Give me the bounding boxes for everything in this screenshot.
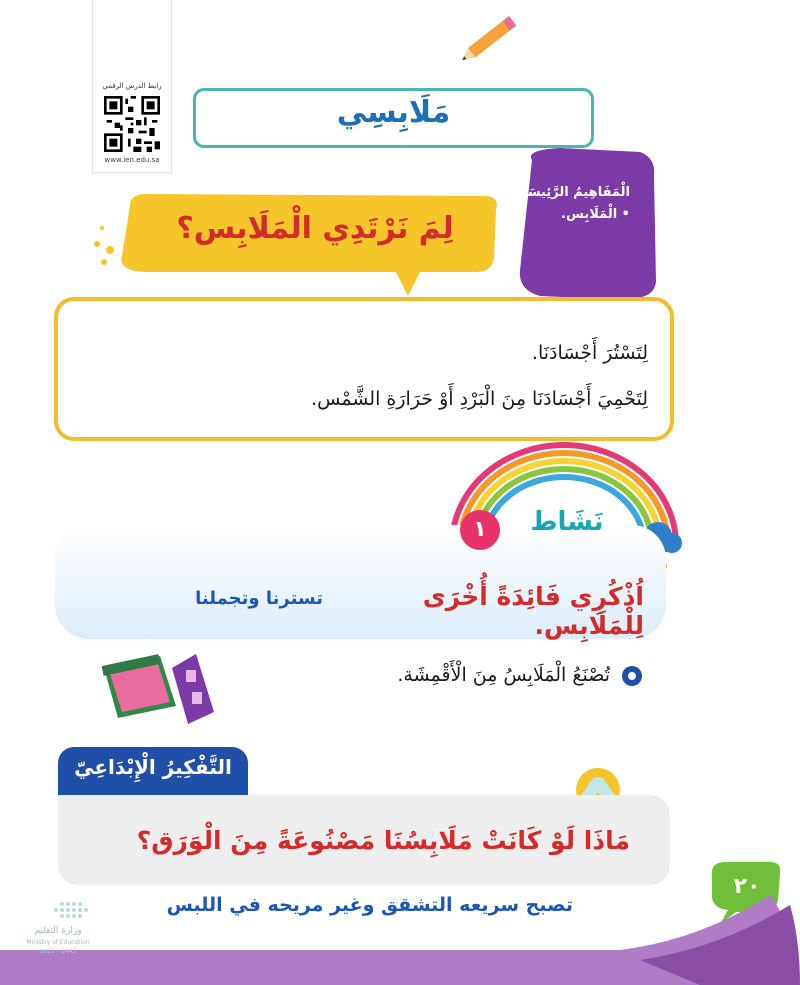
concepts-blob [520,148,656,318]
creative-thinking-label: التَّفْكِيرُ الْإِبْدَاعِيّ [74,755,232,779]
creative-thinking-answer: تصبح سريعه التشقق وغير مريحه في اللبس [166,894,573,916]
main-question: لِمَ نَرْتَدِي الْمَلَابِس؟ [176,211,454,246]
title-box [193,88,594,148]
activity-question: اُذْكُرِي فَائِدَةً أُخْرَى لِلْمَلَابِس. [422,582,644,640]
activity-answer: تسترنا وتجملنا [195,588,323,609]
activity-title: نَشَاط [530,507,604,537]
qr-label: رابط الدرس الرقمي [102,82,162,90]
creative-thinking-question: مَاذَا لَوْ كَانَتْ مَلَابِسُنَا مَصْنُوعَةً مِنَ الْوَرَق؟ [136,826,630,855]
creative-thinking-tab [58,747,248,795]
flower-bullet-icon [622,666,642,686]
fabric-rolls-image [102,654,214,724]
reasons-box [54,297,674,441]
moe-english-name: Ministry of Education [26,939,90,946]
pencil-icon [459,16,517,65]
qr-url[interactable]: www.ien.edu.sa [104,156,160,164]
qr-card[interactable] [92,0,172,173]
reason-item: لِتَسْتُرَ أَجْسَادَنَا. [531,342,648,364]
moe-year: 2022 - 1443 [39,948,77,955]
activity-number-badge: ١ [460,510,500,550]
reason-item: لِتَحْمِيَ أَجْسَادَنَا مِنَ الْبَرْدِ أَوْ حَرَارَةِ الشَّمْس. [311,388,648,410]
qr-code-icon[interactable] [104,96,160,152]
page-number: ٢٠ [733,874,761,899]
moe-arabic-name: وزارة التعليم [34,926,82,936]
page-title: مَلَابِسِي [336,95,451,130]
key-concepts-heading: الْمَفَاهِيمُ الرَّئِيسَة: [514,185,630,200]
moe-logo-icon [54,902,88,918]
key-concepts-item: • الْمَلَابِس. [561,207,630,222]
fabric-statement: تُصْنَعُ الْمَلَابِسُ مِنَ الْأَقْمِشَة. [397,664,610,686]
key-concepts [510,182,630,226]
